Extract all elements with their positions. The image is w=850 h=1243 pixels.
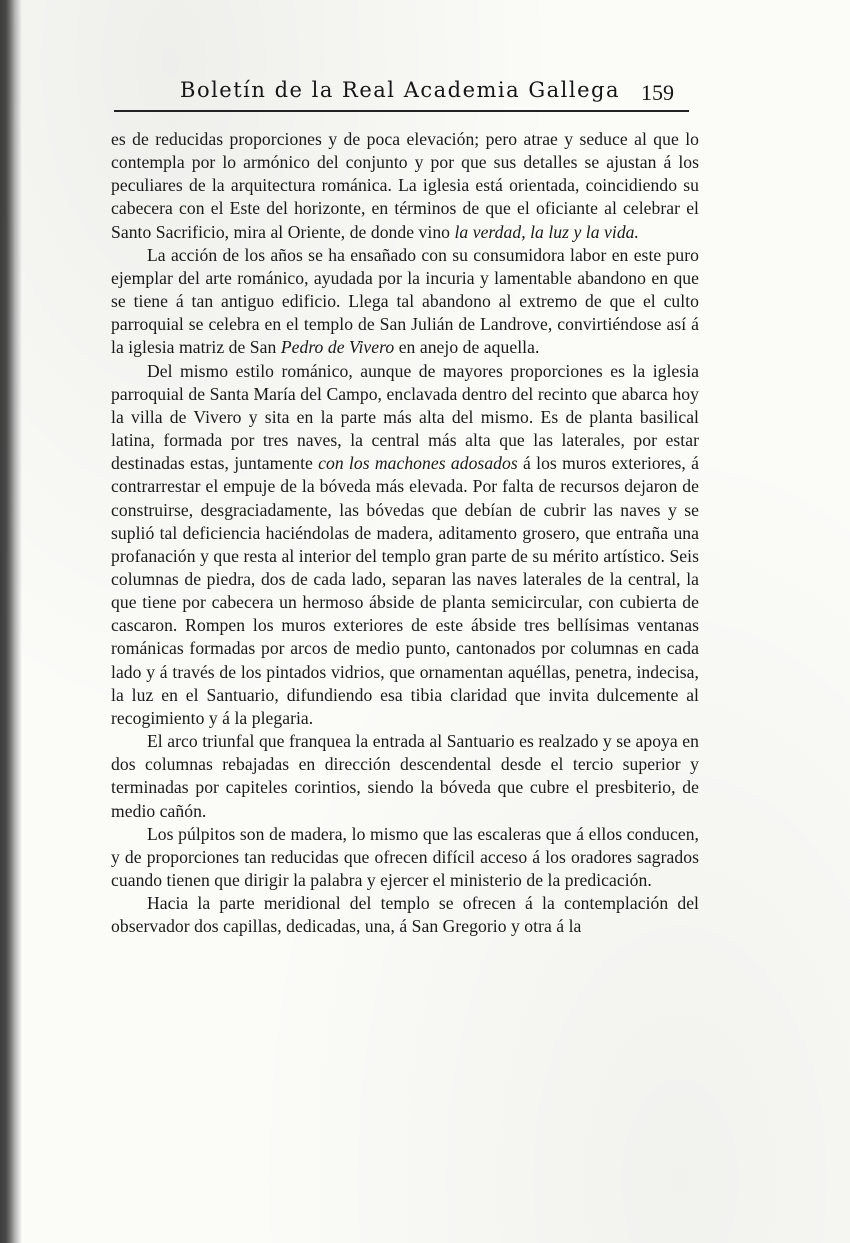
paragraph-1 (111, 128, 699, 244)
paragraph-2-text-b: en anejo de aquella. (394, 337, 540, 358)
paragraph-5: Los púlpitos son de madera, lo mismo que las escaleras que á ellos conducen, y de proporciones tan reducidas que ofrecen difícil acceso á los oradores sagrados cuando tienen que dirigir la palabra y ejercer el ministerio de la predicación. (111, 823, 699, 890)
paragraph-4: El arco triunfal que franquea la entrada al Santuario es realzado y se apoya en dos columnas rebajadas en dirección descendental desde el tercio superior y terminadas por capiteles corintios, siendo la bóveda que cubre el presbiterio, de medio cañón. (111, 731, 699, 821)
paragraph-3-italic: con los machones adosados (318, 453, 518, 474)
body-text (111, 128, 699, 938)
header-rule (114, 110, 689, 112)
paragraph-2-text-a: La acción de los años se ha ensañado con su consumidora labor en este puro ejemplar del arte románico, ayudada por la incuria y lamentable abandono en que se tiene á tan antiguo edificio. Llega tal abandono al extremo de que el culto parroquial se celebra en el templo de San Julián de Landrove, convirtiéndose así á la iglesia matriz de San (111, 244, 699, 358)
paragraph-3-text-a: Del mismo estilo románico, aunque de mayores proporciones es la iglesia parroquial de Santa María del Campo, enclavada dentro del recinto que abarca hoy la villa de Vivero y sita en la parte más alta del mismo. Es de planta basilical latina, formada por tres naves, la central más alta que las laterales, por estar destinadas estas, juntamente (111, 360, 699, 474)
page-binding-edge (0, 0, 22, 1243)
paragraph-3-text-b: á los muros exteriores, á contrarrestar el empuje de la bóveda más elevada. Por falta de recursos dejaron de construirse, desgraciadamente, las bóvedas que debían de cubrir las naves y se suplió tal deficiencia haciéndolas de madera, aditamento grosero, que entraña una profanación y que resta al interior del templo gran parte de su mérito artístico. Seis columnas de piedra, dos de cada lado, separan las naves laterales de la central, la que tiene por cabecera un hermoso ábside de planta semicircular, con cubierta de cascaron. Rompen los muros exteriores de este ábside tres bellísimas ventanas románicas formadas por arcos de medio punto, cantonados por columnas en cada lado y á través de los pintados vidrios, que ornamentan aquéllas, penetra, indecisa, la luz en el Santuario, difundiendo esa tibia claridad que invita dulcemente al recogimiento y á la plegaria. (111, 453, 699, 728)
page-header (114, 74, 686, 110)
running-title: Boletín de la Real Academia Gallega (180, 78, 620, 102)
page-number: 159 (641, 80, 674, 105)
paragraph-2-italic: Pedro de Vivero (280, 337, 395, 358)
paragraph-2 (111, 244, 699, 360)
paragraph-1-text: es de reducidas proporciones y de poca elevación; pero atrae y seduce al que lo contempla por lo armónico del conjunto y por que sus detalles se ajustan á los peculiares de la arquitectura románica. La iglesia está orientada, coincidiendo su cabecera con el Este del horizonte, en términos de que el oficiante al celebrar el Santo Sacrificio, mira al Oriente, de donde vino (111, 129, 699, 242)
paragraph-3 (111, 360, 699, 731)
paragraph-1-italic: la verdad, la luz y la vida. (454, 221, 639, 242)
paragraph-6: Hacia la parte meridional del templo se ofrecen á la contemplación del observador dos capillas, dedicadas, una, á San Gregorio y otra á la (111, 893, 699, 937)
